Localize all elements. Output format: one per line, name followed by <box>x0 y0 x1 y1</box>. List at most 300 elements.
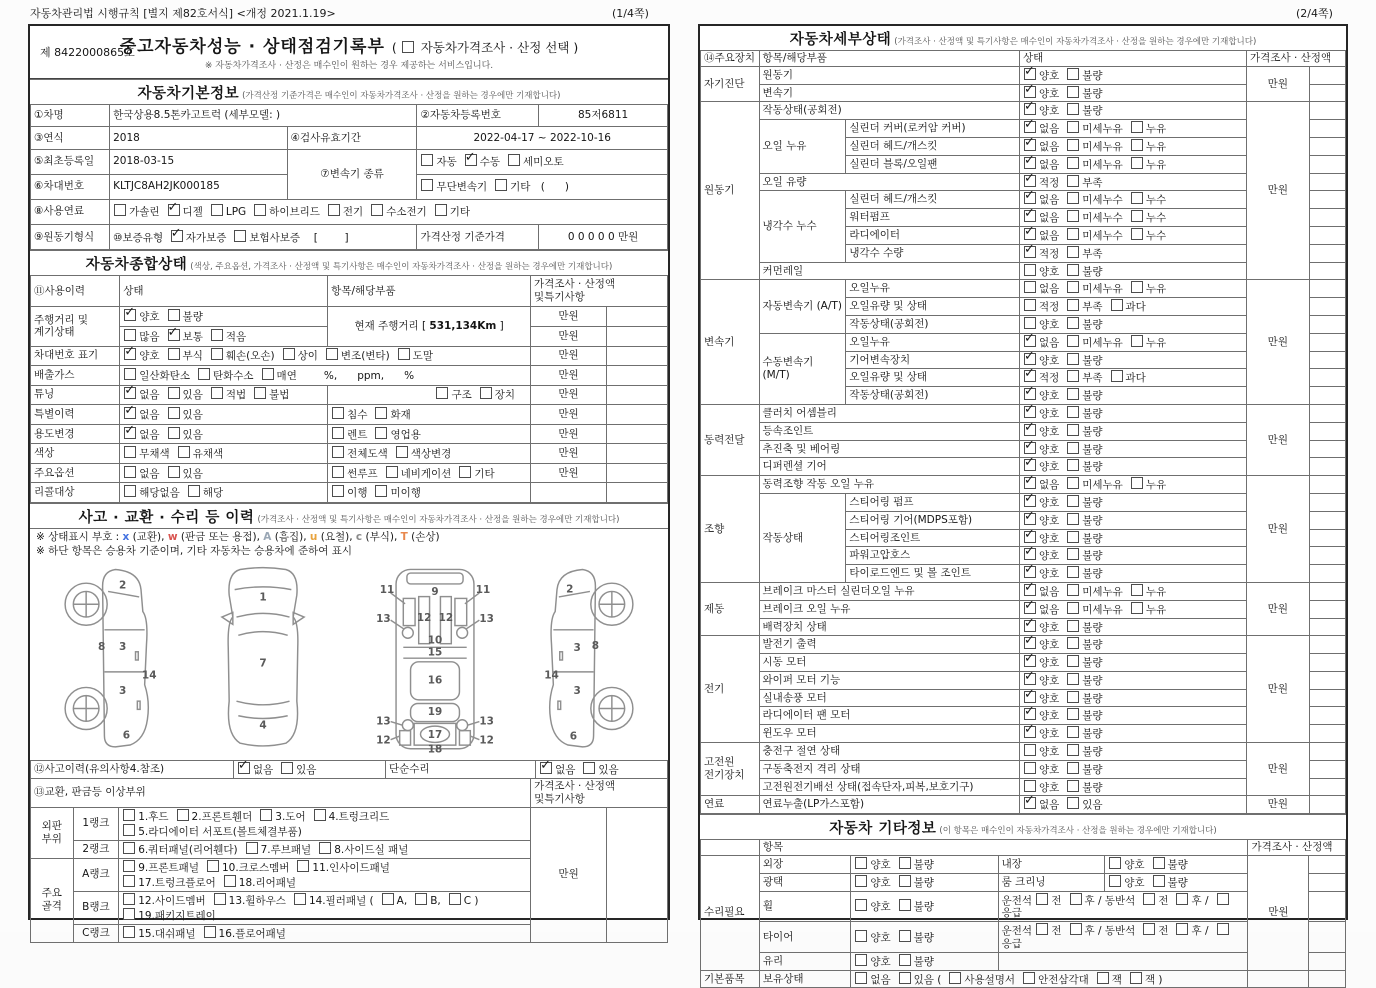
checkbox-양호[interactable] <box>1024 548 1036 560</box>
checkbox-후 / 동반석[interactable] <box>1070 923 1082 935</box>
panel-number-label: 3 <box>573 642 581 655</box>
checkbox-label: 후 / <box>1191 894 1209 907</box>
checkbox-영업용[interactable] <box>375 427 387 439</box>
form-cell <box>1019 387 1246 405</box>
checkbox-10.크로스멤버[interactable] <box>207 860 219 872</box>
form-cell <box>1309 671 1345 689</box>
checkbox-없음[interactable] <box>1024 210 1036 222</box>
checkbox-없음[interactable] <box>1024 281 1036 293</box>
checkbox-유채색[interactable] <box>178 446 190 458</box>
checkbox-없음[interactable] <box>1024 192 1036 204</box>
checkbox-부족[interactable] <box>1067 175 1079 187</box>
form-cell <box>1019 298 1246 316</box>
checkbox-양호[interactable] <box>855 875 867 887</box>
checkbox-화재[interactable] <box>375 407 387 419</box>
checkbox-도말[interactable] <box>398 348 410 360</box>
checkbox-하이브리드[interactable] <box>254 204 266 216</box>
checkbox-미세누유[interactable] <box>1067 157 1079 169</box>
checkbox-양호[interactable] <box>855 930 867 942</box>
form-cell <box>1019 120 1246 138</box>
checkbox-label: 장치 <box>494 389 516 402</box>
checkbox-17.트렁크플로어[interactable] <box>123 875 135 887</box>
checkbox-부족[interactable] <box>1067 246 1079 258</box>
checkbox-전[interactable] <box>1036 923 1048 935</box>
checkbox-12.사이드멤버[interactable] <box>123 893 135 905</box>
checkbox-label: 양호 <box>1038 461 1060 474</box>
checkbox-label: 불량 <box>913 901 934 914</box>
checkbox-불량[interactable] <box>1067 68 1079 80</box>
checkbox-불량[interactable] <box>1067 495 1079 507</box>
form-cell <box>1309 155 1345 173</box>
checkbox-양호[interactable] <box>1024 762 1036 774</box>
form-cell: 동력전달 <box>701 404 760 475</box>
checkbox-양호[interactable] <box>1109 875 1121 887</box>
checkbox-불량[interactable] <box>899 930 911 942</box>
checkbox-14.필러패널 ([interactable] <box>294 893 306 905</box>
panel-number-label: 13 <box>479 715 495 728</box>
checkbox-디젤[interactable] <box>168 204 180 216</box>
checkbox-2.프론트휀더[interactable] <box>177 809 189 821</box>
text-part: 531,134Km <box>429 320 497 333</box>
form-cell: 와이퍼 모터 기능 <box>759 671 1019 689</box>
checkbox-양호[interactable] <box>1024 86 1036 98</box>
checkbox-양호[interactable] <box>855 857 867 869</box>
checkbox-네비게이션[interactable] <box>386 466 398 478</box>
checkbox-없음[interactable] <box>1024 335 1036 347</box>
form-cell: 오일 유량 <box>759 173 1019 191</box>
checkbox-응급[interactable] <box>1217 893 1229 905</box>
checkbox-불법[interactable] <box>254 387 266 399</box>
checkbox-양호[interactable] <box>855 954 867 966</box>
checkbox-없음[interactable] <box>1024 477 1036 489</box>
checkbox-양호[interactable] <box>1109 857 1121 869</box>
checkbox-미세누수[interactable] <box>1067 210 1079 222</box>
checkbox-불량[interactable] <box>1067 317 1079 329</box>
checkbox-양호[interactable] <box>124 348 136 360</box>
form-cell: 차대번호 표기 <box>31 346 120 366</box>
checkbox-적정[interactable] <box>1024 299 1036 311</box>
checkbox-적정[interactable] <box>1024 175 1036 187</box>
checkbox-불량[interactable] <box>899 875 911 887</box>
checkbox-없음[interactable] <box>855 972 867 984</box>
checkbox-많음[interactable] <box>124 329 136 341</box>
form-cell: 자기진단 <box>701 66 760 102</box>
checkbox-양호[interactable] <box>1024 264 1036 276</box>
checkbox-불량[interactable] <box>1067 264 1079 276</box>
checkbox-보통[interactable] <box>168 329 180 341</box>
checkbox-label: 잭 <box>1111 973 1122 986</box>
checkbox-18.리어패널[interactable] <box>224 875 236 887</box>
form-cell <box>1019 84 1246 102</box>
checkbox-양호[interactable] <box>1024 531 1036 543</box>
section-accident-history-header <box>30 503 668 529</box>
checkbox-A,[interactable] <box>382 893 394 905</box>
form-cell <box>1019 422 1246 440</box>
form-cell: 라디에이터 <box>846 226 1020 244</box>
panel-number-label: 17 <box>428 729 443 742</box>
checkbox-양호[interactable] <box>1024 424 1036 436</box>
checkbox-양호[interactable] <box>1024 708 1036 720</box>
checkbox-불량[interactable] <box>1067 655 1079 667</box>
checkbox-양호[interactable] <box>1024 442 1036 454</box>
form-cell <box>1309 387 1345 405</box>
form-cell <box>1019 725 1246 743</box>
checkbox-무단변속기[interactable] <box>421 179 433 191</box>
form-cell: 만원 <box>1248 856 1309 971</box>
checkbox-전체도색[interactable] <box>332 446 344 458</box>
checkbox-19.패키지트레이[interactable] <box>123 908 135 920</box>
checkbox-없음[interactable] <box>124 427 136 439</box>
checkbox-label: 매연 <box>276 369 297 382</box>
checkbox-누유[interactable] <box>1131 335 1143 347</box>
form-cell <box>1019 689 1246 707</box>
checkbox-불량[interactable] <box>1067 513 1079 525</box>
checkbox-양호[interactable] <box>1024 513 1036 525</box>
checkbox-label: 누유 <box>1145 158 1167 171</box>
form-cell: 조향 <box>701 476 760 583</box>
checkbox-양호[interactable] <box>1024 726 1036 738</box>
checkbox-7.루브패널[interactable] <box>246 842 258 854</box>
checkbox-불량[interactable] <box>1067 566 1079 578</box>
checkbox-없음[interactable] <box>124 407 136 419</box>
checkbox-훼손(오손)[interactable] <box>211 348 223 360</box>
checkbox-label: 누유 <box>1145 585 1167 598</box>
checkbox-9.프론트패널[interactable] <box>123 860 135 872</box>
panel-number-label: 12 <box>417 612 432 625</box>
checkbox-전[interactable] <box>1036 893 1048 905</box>
checkbox-있음[interactable] <box>168 387 180 399</box>
checkbox-불량[interactable] <box>1067 780 1079 792</box>
checkbox-누유[interactable] <box>1131 139 1143 151</box>
checkbox-label: 후 / 동반석 <box>1084 925 1136 938</box>
checkbox-없음[interactable] <box>1024 584 1036 596</box>
checkbox-불량[interactable] <box>1067 459 1079 471</box>
checkbox-있음[interactable] <box>168 407 180 419</box>
form-cell: 스티어링 펌프 <box>846 493 1020 511</box>
checkbox-불량[interactable] <box>1153 857 1165 869</box>
panel-number-label: 13 <box>376 715 392 728</box>
checkbox-없음[interactable] <box>1024 797 1036 809</box>
form-cell <box>607 463 668 483</box>
form-cell <box>1309 120 1345 138</box>
checkbox-불량[interactable] <box>1067 388 1079 400</box>
checkbox-8.사이드실 패널[interactable] <box>319 842 331 854</box>
checkbox-보험사보증[interactable] <box>234 230 246 242</box>
form-cell <box>607 366 668 386</box>
checkbox-미세누수[interactable] <box>1067 192 1079 204</box>
form-cell <box>1019 547 1246 565</box>
checkbox-16.플로어패널[interactable] <box>204 926 216 938</box>
checkbox-불량[interactable] <box>1067 708 1079 720</box>
checkbox-상이[interactable] <box>283 348 295 360</box>
checkbox-불량[interactable] <box>899 857 911 869</box>
checkbox-양호[interactable] <box>1024 637 1036 649</box>
checkbox-누유[interactable] <box>1131 281 1143 293</box>
checkbox-잭 )[interactable] <box>1130 972 1142 984</box>
checkbox-불량[interactable] <box>1067 744 1079 756</box>
form-cell <box>1309 191 1345 209</box>
form-cell: 워터펌프 <box>846 209 1020 227</box>
checkbox-없음[interactable] <box>540 762 552 774</box>
checkbox-없음[interactable] <box>1024 602 1036 614</box>
checkbox-누유[interactable] <box>1131 157 1143 169</box>
checkbox-적정[interactable] <box>1024 370 1036 382</box>
checkbox-label: 유채색 <box>192 448 224 461</box>
checkbox-label: 12.사이드멤버 <box>138 894 206 907</box>
checkbox-label: 미세누유 <box>1082 283 1123 296</box>
checkbox-전기[interactable] <box>328 204 340 216</box>
checkbox-label: 불량 <box>1082 390 1103 403</box>
checkbox-응급[interactable] <box>1217 923 1229 935</box>
checkbox-썬루프[interactable] <box>332 466 344 478</box>
checkbox-label: 상이 <box>297 350 318 363</box>
checkbox-없음[interactable] <box>1024 121 1036 133</box>
checkbox-부식[interactable] <box>168 348 180 360</box>
checkbox-자가보증[interactable] <box>171 230 183 242</box>
checkbox-label: 미세누유 <box>1082 123 1123 136</box>
checkbox-양호[interactable] <box>1024 388 1036 400</box>
checkbox-렌트[interactable] <box>332 427 344 439</box>
checkbox-후 /[interactable] <box>1176 893 1188 905</box>
checkbox-불량[interactable] <box>1067 762 1079 774</box>
checkbox-해당없음[interactable] <box>124 485 136 497</box>
checkbox-label: 누유 <box>1145 603 1167 616</box>
checkbox-부족[interactable] <box>1067 299 1079 311</box>
text-part: 현재 주행거리 [ <box>354 320 430 333</box>
form-cell: 만원 <box>1247 743 1310 796</box>
form-cell <box>328 385 531 405</box>
form-cell <box>1019 173 1246 191</box>
checkbox-6.쿼터패널(리어휀다)[interactable] <box>123 842 135 854</box>
checkbox-label: 10.크로스멤버 <box>221 861 290 874</box>
form-cell: 운전석 전 후 / 동반석 전 후 /응급 <box>998 891 1248 922</box>
form-cell: 오일유량 및 상태 <box>846 369 1020 387</box>
form-cell <box>851 891 998 922</box>
checkbox-label: 있음 <box>182 467 203 480</box>
checkbox-있음[interactable] <box>583 762 595 774</box>
checkbox-수소전기[interactable] <box>371 204 383 216</box>
checkbox-없음[interactable] <box>1024 228 1036 240</box>
form-number: 제 8422000865호 <box>40 46 135 59</box>
form-cell: 기본품목 <box>701 970 760 988</box>
checkbox-미이행[interactable] <box>375 485 387 497</box>
checkbox-변조(변타)[interactable] <box>326 348 338 360</box>
checkbox-가솔린[interactable] <box>114 204 126 216</box>
status-code: A <box>263 531 272 543</box>
checkbox-누유[interactable] <box>1131 584 1143 596</box>
checkbox-장치[interactable] <box>480 387 492 399</box>
checkbox-5.라디에이터 서포트(볼트체결부품)[interactable] <box>123 824 135 836</box>
checkbox-구조[interactable] <box>436 387 448 399</box>
checkbox-미세누수[interactable] <box>1067 228 1079 240</box>
checkbox-양호[interactable] <box>1024 353 1036 365</box>
checkbox-label: 양호 <box>870 931 891 944</box>
checkbox-있음 ([interactable] <box>899 972 911 984</box>
checkbox-불량[interactable] <box>899 899 911 911</box>
checkbox-안전삼각대[interactable] <box>1023 972 1035 984</box>
form-cell: 2018 <box>110 127 288 149</box>
checkbox-불량[interactable] <box>1067 353 1079 365</box>
checkbox-불량[interactable] <box>168 309 180 321</box>
checkbox-과다[interactable] <box>1111 299 1123 311</box>
checkbox-과다[interactable] <box>1111 370 1123 382</box>
checkbox-미세누유[interactable] <box>1067 281 1079 293</box>
checkbox-불량[interactable] <box>1153 875 1165 887</box>
checkbox-불량[interactable] <box>1067 673 1079 685</box>
checkbox-불량[interactable] <box>1067 637 1079 649</box>
checkbox-label: 네비게이션 <box>400 467 452 480</box>
checkbox-없음[interactable] <box>124 387 136 399</box>
checkbox-3.도어[interactable] <box>260 809 272 821</box>
checkbox-양호[interactable] <box>1024 780 1036 792</box>
checkbox-양호[interactable] <box>1024 655 1036 667</box>
checkbox-양호[interactable] <box>1024 744 1036 756</box>
checkbox-무채색[interactable] <box>124 446 136 458</box>
checkbox-불량[interactable] <box>1067 424 1079 436</box>
checkbox-누수[interactable] <box>1131 228 1143 240</box>
checkbox-미세누유[interactable] <box>1067 584 1079 596</box>
checkbox-없음[interactable] <box>238 762 250 774</box>
car-diagram-right-side <box>533 564 645 756</box>
checkbox-일산화탄소[interactable] <box>124 368 136 380</box>
checkbox-양호[interactable] <box>1024 620 1036 632</box>
checkbox-있음[interactable] <box>1067 797 1079 809</box>
checkbox-해당[interactable] <box>188 485 200 497</box>
checkbox-기타[interactable] <box>435 204 447 216</box>
checkbox-누유[interactable] <box>1131 602 1143 614</box>
page-2 <box>698 24 1348 986</box>
checkbox-부족[interactable] <box>1067 370 1079 382</box>
checkbox-매연[interactable] <box>262 368 274 380</box>
checkbox-후 / 동반석[interactable] <box>1070 893 1082 905</box>
checkbox-C )[interactable] <box>449 893 461 905</box>
checkbox-label: 없음 <box>1038 603 1060 616</box>
form-cell: 가격조사 · 산정액 및특기사항 <box>531 276 668 307</box>
form-cell <box>701 840 760 856</box>
checkbox-불량[interactable] <box>899 954 911 966</box>
checkbox-양호[interactable] <box>124 309 136 321</box>
checkbox-양호[interactable] <box>1024 103 1036 115</box>
form-cell <box>119 840 531 858</box>
checkbox-불량[interactable] <box>1067 531 1079 543</box>
checkbox-누유[interactable] <box>1131 121 1143 133</box>
checkbox-미세누유[interactable] <box>1067 121 1079 133</box>
checkbox-1.후드[interactable] <box>123 809 135 821</box>
checkbox-사용설명서[interactable] <box>949 972 961 984</box>
checkbox-적법[interactable] <box>211 387 223 399</box>
checkbox-세미오토[interactable] <box>508 154 520 166</box>
checkbox-누유[interactable] <box>1131 477 1143 489</box>
checkbox-없음[interactable] <box>1024 139 1036 151</box>
checkbox-기타[interactable] <box>495 179 507 191</box>
checkbox-잭[interactable] <box>1097 972 1109 984</box>
form-cell: 타이어 <box>759 922 850 953</box>
checkbox-있음[interactable] <box>281 762 293 774</box>
checkbox-양호[interactable] <box>1024 406 1036 418</box>
checkbox-후 /[interactable] <box>1176 923 1188 935</box>
checkbox-LPG[interactable] <box>211 204 223 216</box>
checkbox-있음[interactable] <box>168 427 180 439</box>
checkbox-label: 불량 <box>1082 105 1103 118</box>
price-option-checkbox[interactable] <box>402 41 414 53</box>
form-cell <box>1019 760 1246 778</box>
checkbox-label: 18.리어패널 <box>238 876 297 889</box>
checkbox-미세누유[interactable] <box>1067 602 1079 614</box>
checkbox-양호[interactable] <box>1024 68 1036 80</box>
checkbox-label: 미세누유 <box>1082 479 1123 492</box>
checkbox-탄화수소[interactable] <box>198 368 210 380</box>
checkbox-4.트렁크리드[interactable] <box>314 809 326 821</box>
checkbox-적정[interactable] <box>1024 246 1036 258</box>
checkbox-없음[interactable] <box>124 466 136 478</box>
checkbox-침수[interactable] <box>332 407 344 419</box>
checkbox-미세누유[interactable] <box>1067 139 1079 151</box>
checkbox-수동[interactable] <box>465 154 477 166</box>
checkbox-색상변경[interactable] <box>396 446 408 458</box>
checkbox-13.휠하우스[interactable] <box>214 893 226 905</box>
page2-marker: (2/4쪽) <box>1296 7 1333 20</box>
checkbox-누수[interactable] <box>1131 192 1143 204</box>
checkbox-자동[interactable] <box>421 154 433 166</box>
form-cell: 튜닝 <box>31 385 120 405</box>
checkbox-label: 11.인사이드패널 <box>312 861 390 874</box>
checkbox-11.인사이드패널[interactable] <box>297 860 309 872</box>
checkbox-불량[interactable] <box>1067 103 1079 115</box>
checkbox-label: 양호 <box>870 901 891 914</box>
checkbox-양호[interactable] <box>1024 459 1036 471</box>
checkbox-양호[interactable] <box>855 899 867 911</box>
form-cell: 단순수리 <box>386 761 536 779</box>
checkbox-있음[interactable] <box>168 466 180 478</box>
legend-text: (손상) <box>407 531 440 543</box>
panel-number-label: 12 <box>479 734 495 747</box>
checkbox-불량[interactable] <box>1067 691 1079 703</box>
checkbox-불량[interactable] <box>1067 442 1079 454</box>
checkbox-양호[interactable] <box>1024 317 1036 329</box>
form-cell <box>1309 891 1346 922</box>
checkbox-기타[interactable] <box>459 466 471 478</box>
checkbox-양호[interactable] <box>1024 691 1036 703</box>
checkbox-전[interactable] <box>1143 893 1155 905</box>
checkbox-불량[interactable] <box>1067 406 1079 418</box>
checkbox-양호[interactable] <box>1024 673 1036 685</box>
form-cell: 룸 크리닝 <box>998 873 1105 891</box>
checkbox-label: 양호 <box>1124 876 1145 889</box>
form-cell <box>1309 547 1345 565</box>
form-cell <box>1309 458 1345 476</box>
checkbox-불량[interactable] <box>1067 620 1079 632</box>
form-cell: 만원 <box>1247 636 1310 743</box>
checkbox-15.대쉬패널[interactable] <box>123 926 135 938</box>
checkbox-label: 후 / <box>1191 925 1209 938</box>
checkbox-전[interactable] <box>1143 923 1155 935</box>
form-cell <box>607 307 668 327</box>
checkbox-없음[interactable] <box>1024 157 1036 169</box>
checkbox-B,[interactable] <box>415 893 427 905</box>
checkbox-양호[interactable] <box>1024 495 1036 507</box>
checkbox-불량[interactable] <box>1067 86 1079 98</box>
checkbox-양호[interactable] <box>1024 566 1036 578</box>
checkbox-불량[interactable] <box>1067 726 1079 738</box>
checkbox-미세누유[interactable] <box>1067 477 1079 489</box>
checkbox-적음[interactable] <box>211 329 223 341</box>
text-part: ] <box>496 320 504 333</box>
checkbox-이행[interactable] <box>332 485 344 497</box>
checkbox-누수[interactable] <box>1131 210 1143 222</box>
checkbox-불량[interactable] <box>1067 548 1079 560</box>
form-cell: 0 0 0 0 0 만원 <box>539 224 668 249</box>
checkbox-미세누유[interactable] <box>1067 335 1079 347</box>
